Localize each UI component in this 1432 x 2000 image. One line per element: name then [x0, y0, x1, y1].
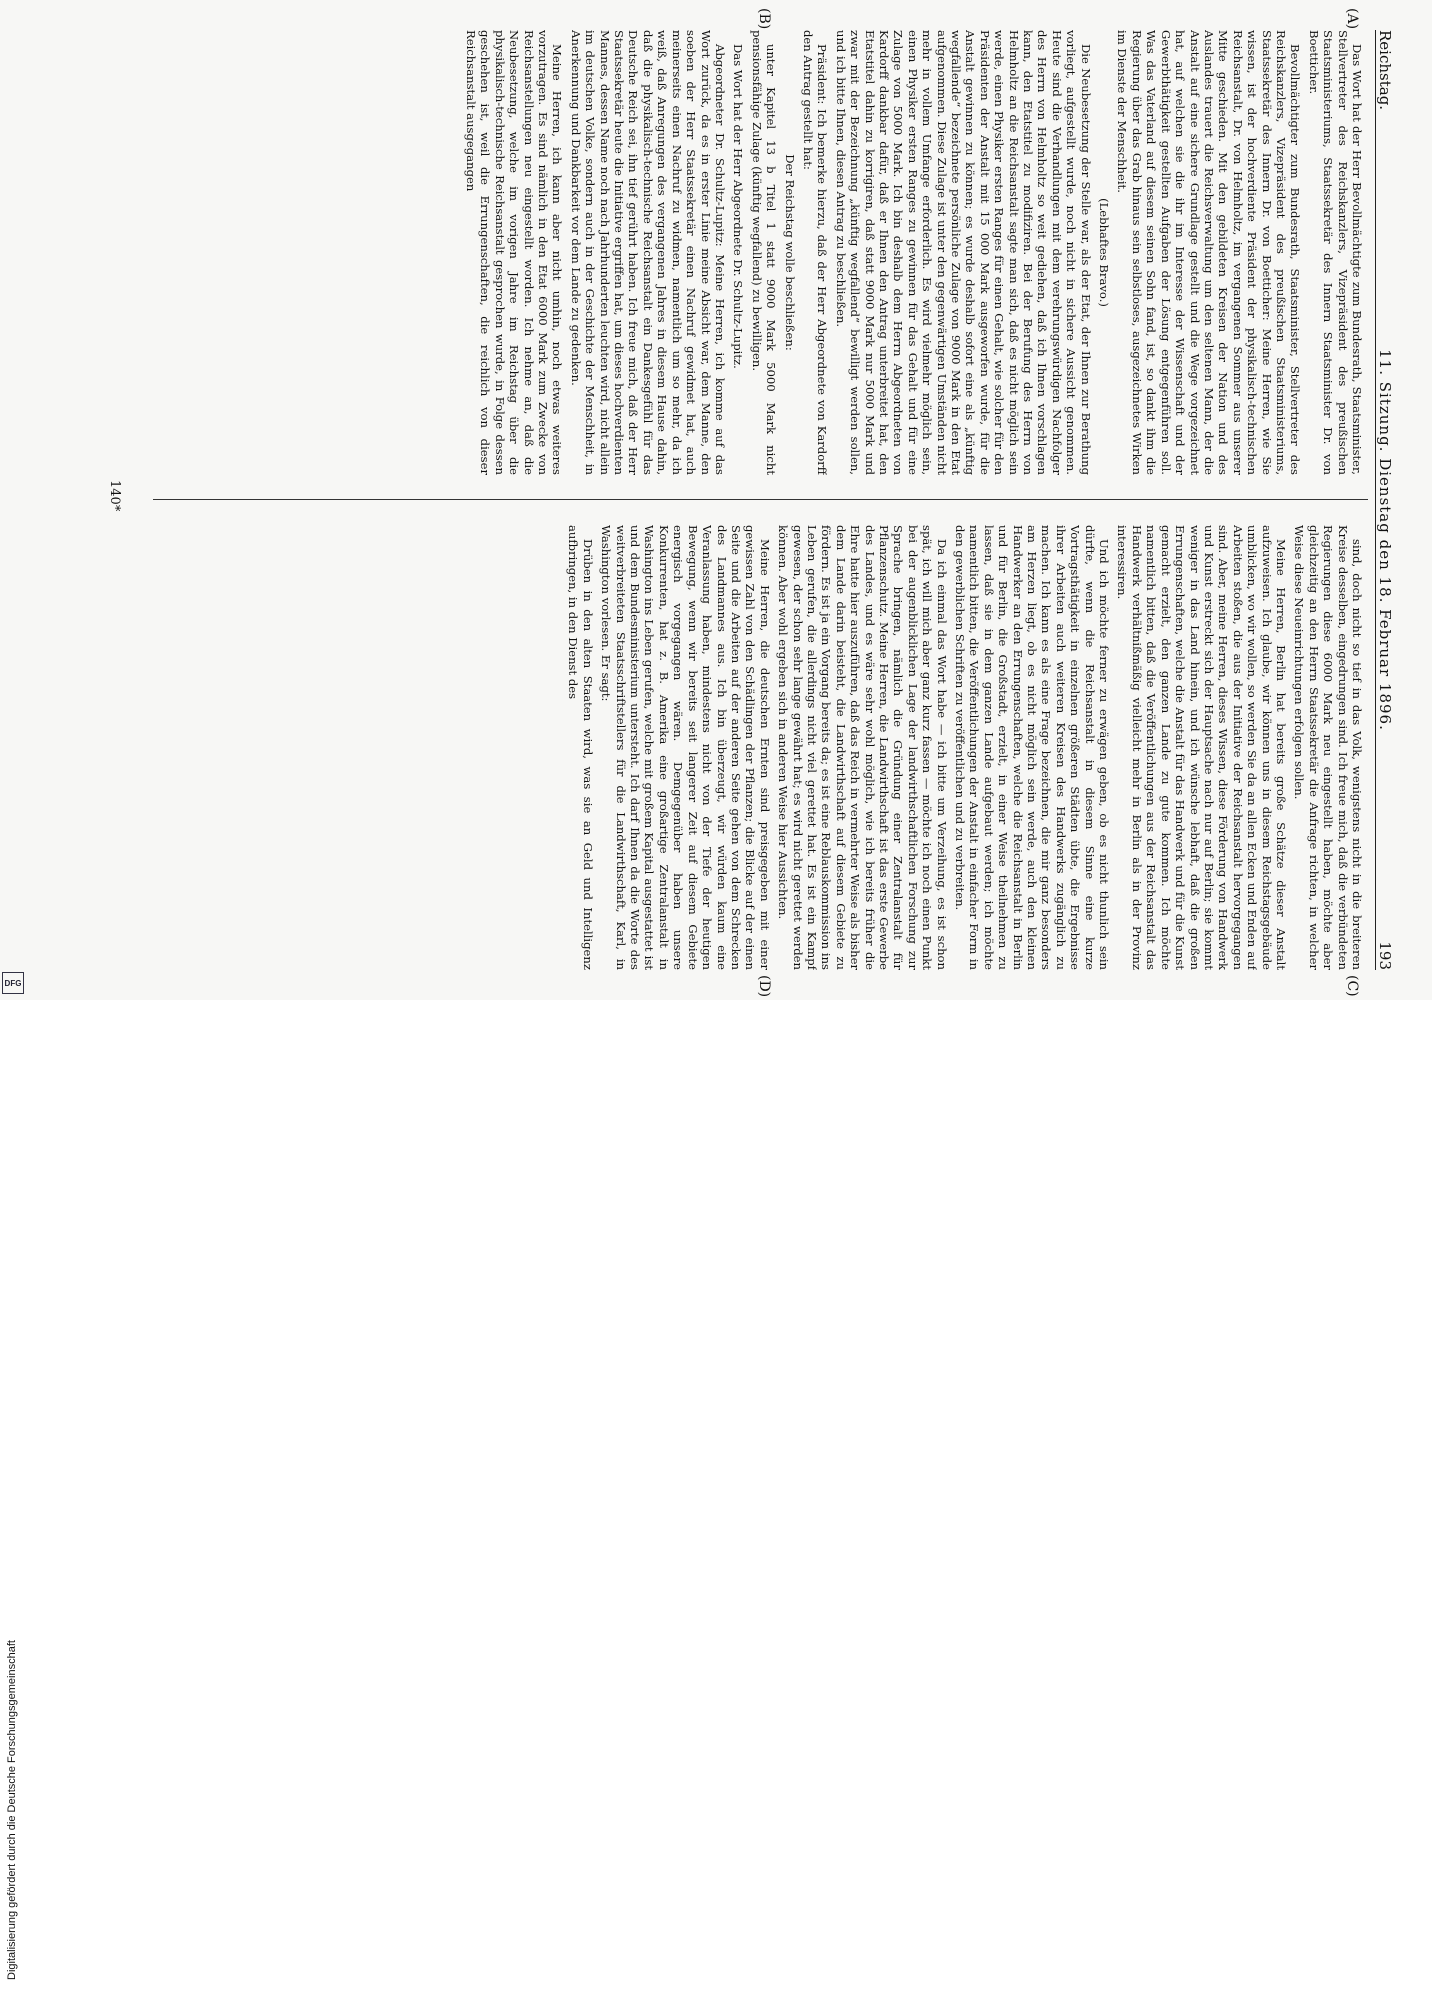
- paragraph: Drüben in den alten Staaten wird, was sie an Geld und Intelligenz aufbringen, in den Dienst des: [566, 525, 595, 970]
- paragraph: Da ich einmal das Wort habe — ich bitte um Verzeihung, es ist schon spät, ich will mich aber ganz kurz fassen — möchte ich noch einen Punkt bei der augenblicklichen Lage der landwirthschaftlichen Forschung zur Sprache bringen, nämlich die Gründung einer Zentralanstalt für Pflanzenschutz. Meine Herren, die Landwirthschaft ist das erste Gewerbe des Landes, und es wäre sehr wohl möglich, wie ich bereits früher die Ehre hatte hier auszuführen, daß das Reich in vermehrter Weise als bisher dem Lande darin beisteht, die Landwirthschaft auf diesem Gebiete zu fördern. Es ist ja ein Vorgang bereits da; es ist eine Reblauskommission ins Leben gerufen, die allerdings nicht viel gerettet hat. Es ist ein Kampf gewesen, der schon sehr lange gewährt hat; es wird nicht gerettet werden können. Aber wohl ergeben sich in anderen Weise hier Aussichten.: [776, 525, 949, 970]
- dfg-logo: DFG: [2, 972, 24, 994]
- header-center: 11. Sitzung. Dienstag den 18. Februar 1896.: [1376, 349, 1394, 731]
- paragraph: unter Kapitel 13 b Titel 1 statt 9000 Mark 5000 Mark nicht pensionsfähige Zulage (künftig wegfallend) zu bewilligen.: [749, 30, 779, 475]
- paragraph: Meine Herren, ich kann aber nicht umhin, noch etwas weiteres vorzutragen. Es sind nämlich in den Etat 6000 Mark zum Zwecke von Reichsanstellungen neu eingestellt worden. Ich nehme an, daß die Neubesetzung, welche im vorigen Jahre im Reichstag über die physikalisch-technische Reichsanstalt gesprochen wurde, in Folge dessen geschehen ist, weil die Errungenschaften, die reichlich von dieser Reichsanstalt ausgegangen: [464, 30, 565, 475]
- paragraph: (Lebhaftes Bravo.): [1097, 198, 1112, 307]
- paragraph: Das Wort hat der Herr Bevollmächtigte zum Bundesrath, Staatsminister, Stellvertreter des Reichskanzlers, Vizepräsident des preußischen Staatsministeriums, Staatssekretär des Innern Staatsminister Dr. von Boetticher.: [1306, 30, 1364, 475]
- paragraph: Meine Herren, Berlin hat bereits große Schätze dieser Anstalt aufzuweisen. Ich glaube, wir können uns in diesem Reichstagsgebäude umblicken, wo wir wollen, so werden Sie da an allen Ecken und Enden auf Arbeiten stoßen, die aus der Initiative der Reichsanstalt hervorgegangen sind. Aber, meine Herren, dieses Wissen, diese Förderung von Handwerk und Kunst erstreckt sich der Hauptsache nach nur auf Berlin; sie kommt weniger in das Land hinein, und ich wünsche lebhaft, daß die großen Errungenschaften, welche die Anstalt für das Handwerk und für die Kunst gemacht erzielt, den ganzen Lande zu gute kommen. Ich möchte namentlich bitten, daß die Veröffentlichungen aus der Reichsanstalt das Handwerk verhältnißmäßig vielleicht mehr in Berlin als in der Provinz interessiren.: [1115, 525, 1288, 970]
- paragraph: Präsident: Ich bemerke hierzu, daß der Herr Abgeordnete von Kardorff den Antrag gestellt hat:: [800, 30, 830, 475]
- page: [52, 8, 1412, 998]
- paragraph: Meine Herren, die deutschen Ernten sind preisgegeben mit einer gewissen Zahl von den Schädlingen der Pflanzen; die Blicke auf der einen Seite und die Arbeiten auf der anderen Seite gehen von dem Schrecken des Landmannes aus. Ich bin überzeugt, wir würden kaum eine Veranlassung haben, mindestens nicht von der Tiefe der heutigen Bewegung, wenn wir bereits seit langerer Zeit auf diesem Gebiete energisch vorgegangen wären. Demgegenüber haben unsere Konkurrenten, hat z. B. Amerika eine großartige Zentralanstalt in Washington ins Leben gerufen, welche mit großem Kapital ausgestattet ist und dem Bundesministerium untersteht. Ich darf Ihnen da die Worte des weitverbreiteten Staatsschriftstellers für die Landwirthschaft, Karl, in Washington vorlesen. Er sagt:: [599, 525, 772, 970]
- margin-mark-b: (B): [756, 8, 772, 30]
- digitization-note: [6, 1000, 30, 2000]
- header-left: Reichstag.: [1376, 30, 1394, 111]
- paragraph: Das Wort hat der Herr Abgeordnete Dr. Schultz-Lupitz.: [731, 44, 746, 369]
- paragraph: Der Reichstag wolle beschließen:: [782, 154, 797, 351]
- running-header: [1375, 30, 1412, 970]
- paragraph: Bevollmächtigter zum Bundesrath, Staatsminister, Stellvertreter des Reichskanzlers, Vizepräsident des preußischen Staatsministeriums, Staatssekretär des Innern Dr. von Boetticher: Meine Herren, wie Sie wissen, ist der hochverdiente Präsident der physikalisch-technischen Reichsanstalt, Dr. von Helmholtz, im vergangenen Sommer aus unserer Mitte geschieden. Mit den gebildeten Kreisen der Nation und des Auslandes trauert die Reichsverwaltung um den seltenen Mann, der die Anstalt auf eine sichere Grundlage gestellt und die Wege vorgezeichnet hat, auf welchen sie die ihr im Interesse der Wissenschaft und der Gewerbthätigkeit gestellten Aufgaben der Lösung entgegenführen soll. Was das Vaterland auf diesem seinen Sohn fand, ist, so dankt ihm die Regierung über das Grab hinaus sein selbstloses, ausgezeichnetes Wirken im Dienste der Menschheit.: [1115, 30, 1303, 475]
- page-number: 193: [1376, 941, 1394, 970]
- digitization-note-text: Digitalisierung gefördert durch die Deutsche Forschungsgemeinschaft: [6, 1640, 18, 1980]
- right-column: [154, 525, 1364, 970]
- footer-page-number: 140*: [107, 480, 122, 512]
- column-divider: [153, 499, 1368, 500]
- paragraph: sind, doch nicht so tief in das Volk, wenigstens nicht in die breiteren Kreise desselben, eingedrungen sind. Ich freue mich, daß die verbündeten Regierungen diese 6000 Mark neu eingestellt haben, möchte aber gleichzeitig an den Herrn Staatssekretär die Anfrage richten, in welcher Weise diese Neueinrichtungen erfolgen sollen.: [1292, 525, 1364, 970]
- paragraph: Und ich möchte ferner zu erwägen geben, ob es nicht thunlich sein dürfte, wenn die Reichsanstalt in diesem Sinne eine kurze Vortragsthätigkeit in einzelnen größeren Städten übte, die Ergebnisse ihrer Arbeiten auch weiteren Kreisen des Handwerks zugänglich zu machen. Ich kann es als eine Frage bezeichnen, die mir ganz besonders am Herzen liegt, ob es nicht möglich sein werde, auch den kleinen Handwerker an den Errungenschaften, welche die Reichsanstalt in Berlin und für Berlin, die Großstadt, erzielt, in einer Weise theilnehmen zu lassen, daß sie in dem ganzen Lande aufgebaut werden; ich möchte namentlich bitten, die Veröffentlichungen der Anstalt in einfacher Form in den gewerblichen Schriften zu veröffentlichen und zu verbreiten.: [953, 525, 1112, 970]
- paragraph: Die Neubesetzung der Stelle war, als der Etat, der Ihnen zur Berathung vorliegt, aufgestellt wurde, noch nicht in sichere Aussicht genommen. Heute sind die Verhandlungen mit dem verehrungswürdigen Nachfolger des Herrn von Helmholtz so weit gediehen, daß ich Ihnen vorschlagen kann, den Etatstitel zu modifiziren. Bei der Berufung des Herrn von Helmholtz an die Reichsanstalt sagte man sich, daß es nicht möglich sein werde, einen Physiker ersten Ranges für einen Gehalt, wie solcher für den Präsidenten der Anstalt mit 15 000 Mark ausgeworfen wurde, für die Anstalt gewinnen zu können; es wurde deshalb sofort eine als „künftig wegfallende“ bezeichnete persönliche Zulage von 9000 Mark in den Etat aufgenommen. Diese Zulage ist unter den gegenwärtigen Umständen nicht mehr in vollem Umfange erforderlich. Es wird vielmehr möglich sein, einen Physiker ersten Ranges zu gewinnen für das Gehalt und für eine Zulage von 5000 Mark. Ich bin deshalb dem Herrn Abgeordneten von Kardorff dankbar dafür, daß er Ihnen den Antrag unterbreitet hat, den Etatstitel dahin zu korrigiren, daß statt 9000 Mark nur 5000 Mark und zwar mit der Bezeichnung „künftig wegfallend“ bewilligt werden sollen, und ich bitte Ihnen, diesen Antrag zu beschließen.: [833, 30, 1093, 475]
- left-column: [154, 30, 1364, 475]
- paragraph: Abgeordneter Dr. Schultz-Lupitz: Meine Herren, ich komme auf das Wort zurück, da es in erster Linie meine Absicht war, dem Manne, den soeben der Herr Staatssekretär einen Nachruf gewidmet hat, auch meinerseits einen Nachruf zu widmen, namentlich um so mehr, da ich weiß, daß Anregungen des vergangenen Jahres in diesem Hause dahin, daß die physikalisch-technische Reichsanstalt ein Dankesgefühl für das Deutsche Reich sei, ihn tief gerührt haben. Ich freue mich, daß der Herr Staatssekretär heute die Initiative ergriffen hat, um dieses hochverdienten Mannes, dessen Name noch nach Jahrhunderten leuchten wird, nicht allein im deutschen Volke, sondern auch in der Geschichte der Menschheit, in Anerkennung und Dankbarkeit vor dem Lande zu gedenken.: [568, 30, 727, 475]
- margin-mark-d: (D): [756, 975, 772, 998]
- margin-mark-a: (A): [1344, 8, 1360, 30]
- margin-mark-c: (C): [1344, 975, 1360, 997]
